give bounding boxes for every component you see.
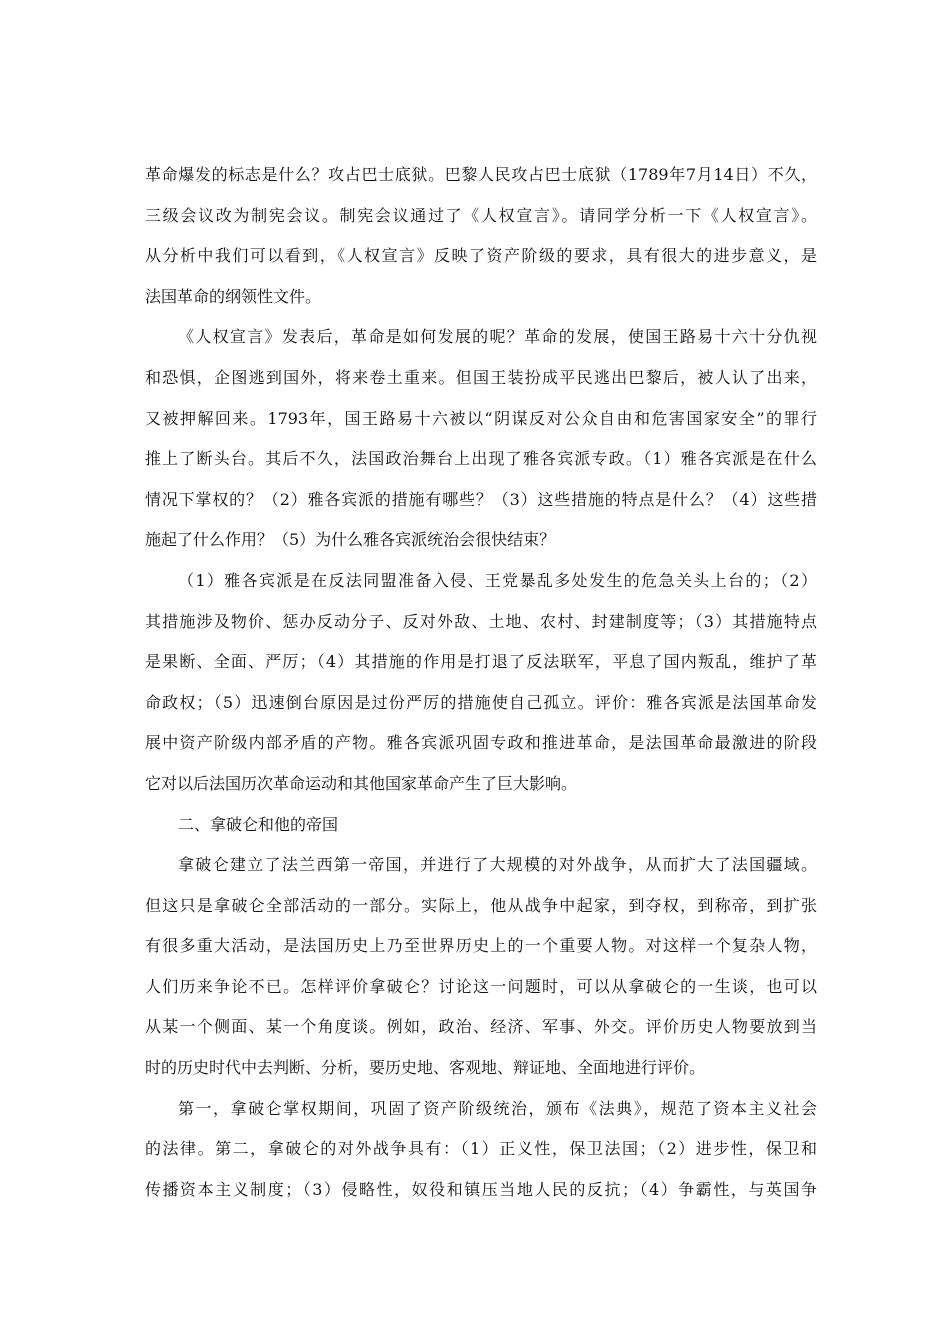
body-text xyxy=(145,155,817,1210)
text-line: 三级会议改为制宪会议。制宪会议通过了《人权宣言》。请同学分析一下《人权宣言》。 xyxy=(145,205,817,225)
text-line: 拿破仑建立了法兰西第一帝国，并进行了大规模的对外战争，从而扩大了法国疆域。 xyxy=(178,855,817,875)
text-line: 是果断、全面、严厉；（4）其措施的作用是打退了反法联军，平息了国内叛乱，维护了革 xyxy=(145,652,817,672)
text-line: 《人权宣言》发表后，革命是如何发展的呢？革命的发展，使国王路易十六十分仇视 xyxy=(178,327,817,347)
text-line: 有很多重大活动，是法国历史上乃至世界历史上的一个重要人物。对这样一个复杂人物， xyxy=(145,936,817,956)
text-line: 的法律。第二，拿破仑的对外战争具有：（1）正义性，保卫法国；（2）进步性，保卫和 xyxy=(145,1139,817,1159)
text-line: 其措施涉及物价、惩办反动分子、反对外敌、土地、农村、封建制度等；（3）其措施特点 xyxy=(145,611,817,631)
text-line: 从某一个侧面、某一个角度谈。例如，政治、经济、军事、外交。评价历史人物要放到当 xyxy=(145,1017,817,1037)
text-line: 施起了什么作用？（5）为什么雅各宾派统治会很快结束？ xyxy=(145,530,556,550)
text-line: 但这只是拿破仑全部活动的一部分。实际上，他从战争中起家，到夺权，到称帝，到扩张 xyxy=(145,895,817,915)
section-heading: 二、拿破仑和他的帝国 xyxy=(178,814,339,834)
text-line: 人们历来争论不已。怎样评价拿破仑？讨论这一问题时，可以从拿破仑的一生谈，也可以 xyxy=(145,976,817,996)
text-line: 情况下掌权的？（2）雅各宾派的措施有哪些？（3）这些措施的特点是什么？（4）这些措 xyxy=(145,489,817,509)
text-line: 第一，拿破仑掌权期间，巩固了资产阶级统治，颁布《法典》，规范了资本主义社会 xyxy=(178,1098,817,1118)
text-line: 时的历史时代中去判断、分析，要历史地、客观地、辩证地、全面地进行评价。 xyxy=(145,1058,706,1078)
text-line: 传播资本主义制度；（3）侵略性，奴役和镇压当地人民的反抗；（4）争霸性，与英国争 xyxy=(145,1179,817,1199)
text-line: 法国革命的纲领性文件。 xyxy=(145,286,322,306)
text-line: 和恐惧，企图逃到国外，将来卷土重来。但国王装扮成平民逃出巴黎后，被人认了出来， xyxy=(145,367,817,387)
text-line: 展中资产阶级内部矛盾的产物。雅各宾派巩固专政和推进革命，是法国革命最激进的阶段 xyxy=(145,733,817,753)
text-line: 革命爆发的标志是什么？攻占巴士底狱。巴黎人民攻占巴士底狱（1789年7月14日）不久， xyxy=(145,165,817,184)
text-line: 推上了断头台。其后不久，法国政治舞台上出现了雅各宾派专政。（1）雅各宾派是在什么 xyxy=(145,449,817,469)
text-line: 它对以后法国历次革命运动和其他国家革命产生了巨大影响。 xyxy=(145,773,578,793)
text-line: 从分析中我们可以看到，《人权宣言》反映了资产阶级的要求，具有很大的进步意义，是 xyxy=(145,246,817,266)
text-line: 又被押解回来。1793年，国王路易十六被以“阴谋反对公众自由和危害国家安全”的罪行 xyxy=(145,408,817,428)
text-line: （1）雅各宾派是在反法同盟准备入侵、王党暴乱多处发生的危急关头上台的；（2） xyxy=(178,570,817,590)
text-line: 命政权；（5）迅速倒台原因是过份严厉的措施使自己孤立。评价：雅各宾派是法国革命发 xyxy=(145,692,817,712)
